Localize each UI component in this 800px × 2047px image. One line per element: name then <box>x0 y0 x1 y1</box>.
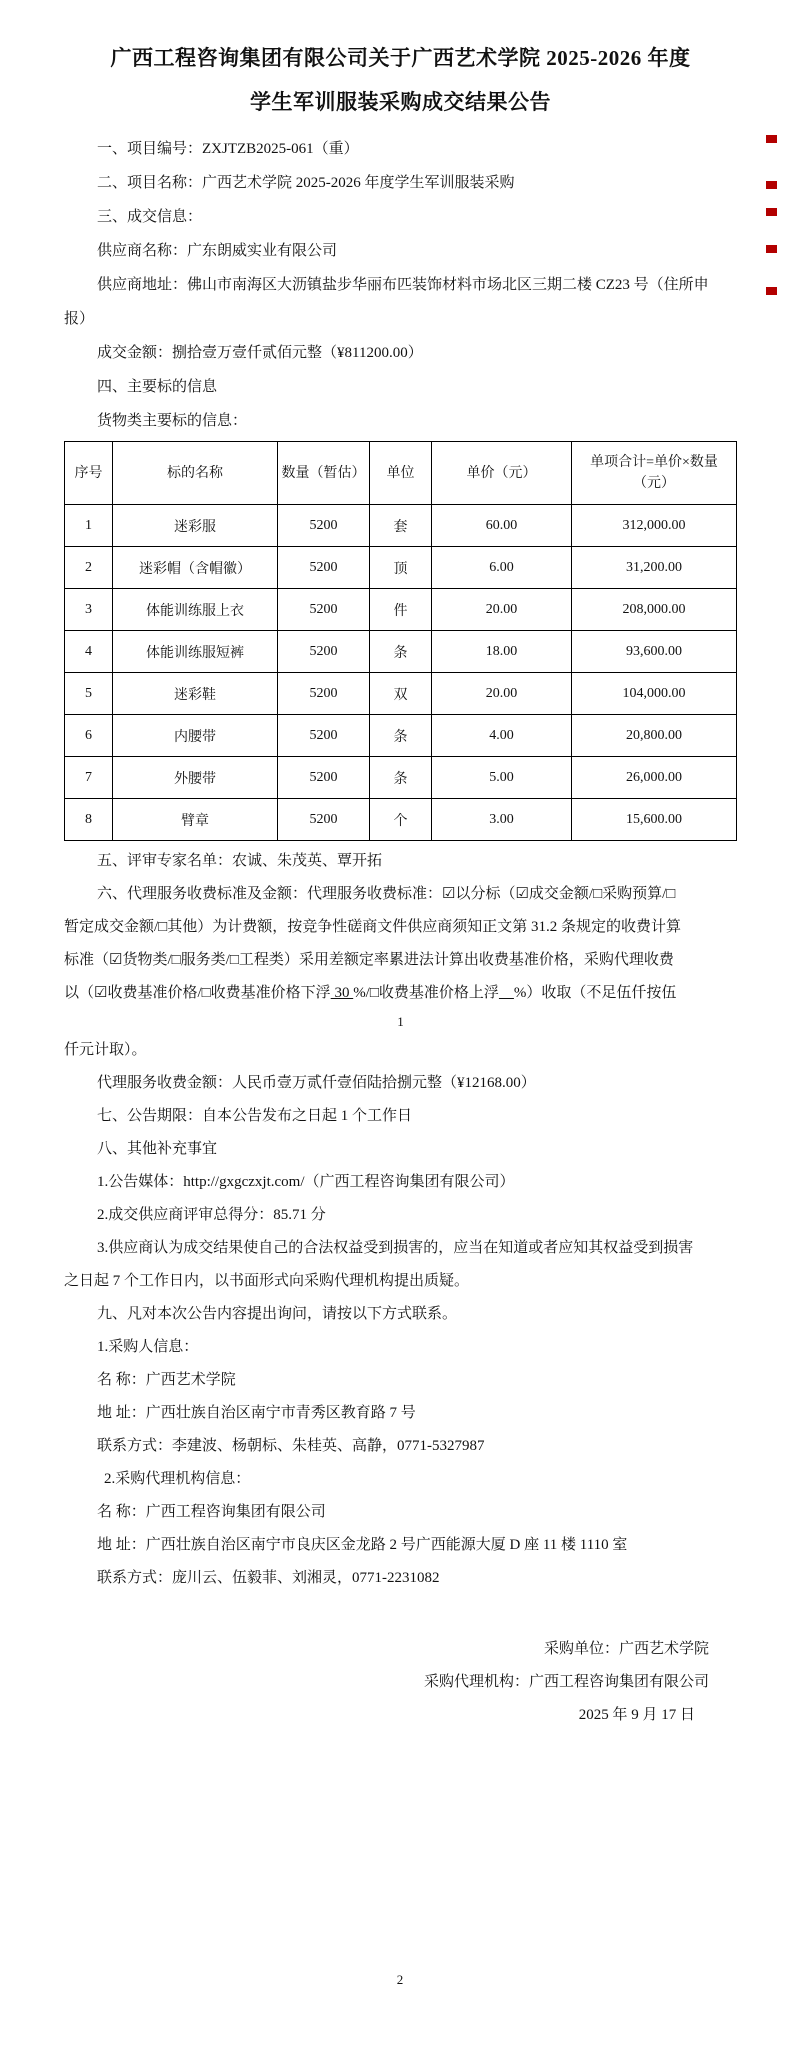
agency-contact: 联系方式：庞川云、伍毅菲、刘湘灵，0771-2231082 <box>97 1570 440 1586</box>
notice-media: 1.公告媒体：http://gxgczxjt.com/（广西工程咨询集团有限公司） <box>97 1174 515 1190</box>
table-cell: 5200 <box>278 673 370 715</box>
table-cell: 8 <box>65 799 113 841</box>
table-header-row <box>65 442 737 505</box>
col-header-unit: 单位 <box>370 442 432 505</box>
col-header-no: 序号 <box>65 442 113 505</box>
col-header-name: 标的名称 <box>113 442 278 505</box>
table-cell: 2 <box>65 547 113 589</box>
table-cell: 1 <box>65 505 113 547</box>
table-cell: 5200 <box>278 715 370 757</box>
table-cell: 93,600.00 <box>572 631 737 673</box>
page-title <box>64 36 737 124</box>
table-cell: 5 <box>65 673 113 715</box>
table-row <box>65 547 737 589</box>
table-cell: 5200 <box>278 505 370 547</box>
goods-table <box>64 441 737 841</box>
table-cell: 迷彩帽（含帽徽） <box>113 547 278 589</box>
signature-block <box>64 1633 737 1732</box>
revision-mark <box>766 287 777 295</box>
table-cell: 体能训练服短裤 <box>113 631 278 673</box>
fee-text: %）收取（不足伍仟按伍 <box>513 985 677 1001</box>
table-cell: 4.00 <box>432 715 572 757</box>
deal-info-heading: 三、成交信息： <box>97 209 203 225</box>
table-cell: 迷彩鞋 <box>113 673 278 715</box>
project-number: 一、项目编号：ZXJTZB2025-061（重） <box>97 141 359 157</box>
col-header-total-line1: 单项合计=单价×数量 <box>590 455 718 470</box>
purchaser-contact: 联系方式：李建波、杨朝标、朱桂英、高静，0771-5327987 <box>97 1438 485 1454</box>
table-cell: 6 <box>65 715 113 757</box>
table-row <box>65 757 737 799</box>
table-row <box>65 589 737 631</box>
table-cell: 5200 <box>278 799 370 841</box>
table-cell: 208,000.00 <box>572 589 737 631</box>
table-cell: 15,600.00 <box>572 799 737 841</box>
table-cell: 个 <box>370 799 432 841</box>
experts-list: 五、评审专家名单：农诚、朱茂英、覃开拓 <box>97 853 383 869</box>
table-cell: 件 <box>370 589 432 631</box>
fee-standard-line3: 标准（☑货物类/□服务类/□工程类）采用差额定率累进法计算出收费基准价格，采购代理收费 <box>64 952 674 968</box>
table-cell: 体能训练服上衣 <box>113 589 278 631</box>
signature-date: 2025 年 9 月 17 日 <box>578 1707 695 1723</box>
table-cell: 条 <box>370 715 432 757</box>
table-cell: 5.00 <box>432 757 572 799</box>
agency-address: 地 址：广西壮族自治区南宁市良庆区金龙路 2 号广西能源大厦 D 座 11 楼 1110 室 <box>97 1537 628 1553</box>
revision-mark <box>766 135 777 143</box>
purchaser-name: 名 称：广西艺术学院 <box>97 1372 236 1388</box>
table-cell: 31,200.00 <box>572 547 737 589</box>
objection-line2: 之日起 7 个工作日内，以书面形式向采购代理机构提出质疑。 <box>64 1273 470 1289</box>
fee-standard-line4 <box>64 977 737 1010</box>
table-cell: 5200 <box>278 631 370 673</box>
table-cell: 双 <box>370 673 432 715</box>
table-cell: 5200 <box>278 589 370 631</box>
col-header-price: 单价（元） <box>432 442 572 505</box>
table-cell: 6.00 <box>432 547 572 589</box>
table-cell: 20.00 <box>432 589 572 631</box>
revision-mark <box>766 208 777 216</box>
table-cell: 内腰带 <box>113 715 278 757</box>
table-cell: 18.00 <box>432 631 572 673</box>
col-header-total <box>572 442 737 505</box>
objection-line1: 3.供应商认为成交结果使自己的合法权益受到损害的，应当在知道或者应知其权益受到损害 <box>97 1240 694 1256</box>
table-cell: 顶 <box>370 547 432 589</box>
fee-text: 以（☑收费基准价格/□收费基准价格下浮 <box>64 985 331 1001</box>
table-cell: 312,000.00 <box>572 505 737 547</box>
table-cell: 套 <box>370 505 432 547</box>
table-row <box>65 673 737 715</box>
supplier-name: 供应商名称：广东朗威实业有限公司 <box>97 243 338 259</box>
table-cell: 104,000.00 <box>572 673 737 715</box>
footer-page-number: 2 <box>396 1972 404 1987</box>
table-cell: 7 <box>65 757 113 799</box>
table-cell: 臂章 <box>113 799 278 841</box>
body-section <box>64 845 737 1595</box>
fee-standard-line1: 六、代理服务收费标准及金额：代理服务收费标准：☑以分标（☑成交金额/□采购预算/□ <box>97 886 676 902</box>
table-cell: 20,800.00 <box>572 715 737 757</box>
table-cell: 4 <box>65 631 113 673</box>
table-cell: 3 <box>65 589 113 631</box>
title-line-1: 广西工程咨询集团有限公司关于广西艺术学院 2025-2026 年度 <box>110 46 691 70</box>
revision-mark <box>766 245 777 253</box>
table-cell: 条 <box>370 757 432 799</box>
contact-heading: 九、凡对本次公告内容提出询问，请按以下方式联系。 <box>97 1306 458 1322</box>
inline-page-number: 1 <box>397 1014 404 1029</box>
table-cell: 5200 <box>278 547 370 589</box>
agency-name: 名 称：广西工程咨询集团有限公司 <box>97 1504 326 1520</box>
supplier-address-line2: 报） <box>64 311 95 327</box>
agency-heading: 2.采购代理机构信息： <box>104 1471 251 1487</box>
signature-agency: 采购代理机构：广西工程咨询集团有限公司 <box>423 1674 709 1690</box>
notice-period: 七、公告期限：自本公告发布之日起 1 个工作日 <box>97 1108 413 1124</box>
fee-standard-line5: 仟元计取）。 <box>64 1042 147 1058</box>
purchaser-address: 地 址：广西壮族自治区南宁市青秀区教育路 7 号 <box>97 1405 416 1421</box>
table-row <box>65 631 737 673</box>
table-cell: 5200 <box>278 757 370 799</box>
signature-purchaser: 采购单位：广西艺术学院 <box>543 1641 709 1657</box>
notice-score: 2.成交供应商评审总得分：85.71 分 <box>97 1207 326 1223</box>
col-header-total-line2: （元） <box>633 476 675 491</box>
revision-mark <box>766 181 777 189</box>
fee-standard-line2: 暂定成交金额/□其他）为计费额，按竞争性磋商文件供应商须知正文第 31.2 条规定的收费计算 <box>64 919 681 935</box>
main-target-heading: 四、主要标的信息 <box>97 379 218 395</box>
table-cell: 外腰带 <box>113 757 278 799</box>
table-cell: 条 <box>370 631 432 673</box>
fee-text: %/□收费基准价格上浮 <box>353 985 499 1001</box>
table-row <box>65 715 737 757</box>
fee-amount: 代理服务收费金额：人民币壹万贰仟壹佰陆拾捌元整（¥12168.00） <box>97 1075 536 1091</box>
project-name: 二、项目名称：广西艺术学院 2025-2026 年度学生军训服装采购 <box>97 175 515 191</box>
table-cell: 26,000.00 <box>572 757 737 799</box>
col-header-qty: 数量（暂估） <box>278 442 370 505</box>
table-cell: 迷彩服 <box>113 505 278 547</box>
table-cell: 20.00 <box>432 673 572 715</box>
table-row <box>65 799 737 841</box>
deal-amount: 成交金额：捌拾壹万壹仟贰佰元整（¥811200.00） <box>97 345 423 361</box>
table-cell: 60.00 <box>432 505 572 547</box>
goods-label: 货物类主要标的信息： <box>97 413 248 429</box>
table-cell: 3.00 <box>432 799 572 841</box>
purchaser-heading: 1.采购人信息： <box>97 1339 199 1355</box>
title-line-2: 学生军训服装采购成交结果公告 <box>250 90 551 114</box>
intro-section <box>64 132 737 438</box>
other-heading: 八、其他补充事宜 <box>97 1141 218 1157</box>
fee-discount-value: 30 <box>330 985 354 1001</box>
fee-blank-underline <box>499 985 514 1001</box>
table-row <box>65 505 737 547</box>
supplier-address-line1: 供应商地址：佛山市南海区大沥镇盐步华丽布匹装饰材料市场北区三期二楼 CZ23 号（住所申 <box>97 277 709 293</box>
